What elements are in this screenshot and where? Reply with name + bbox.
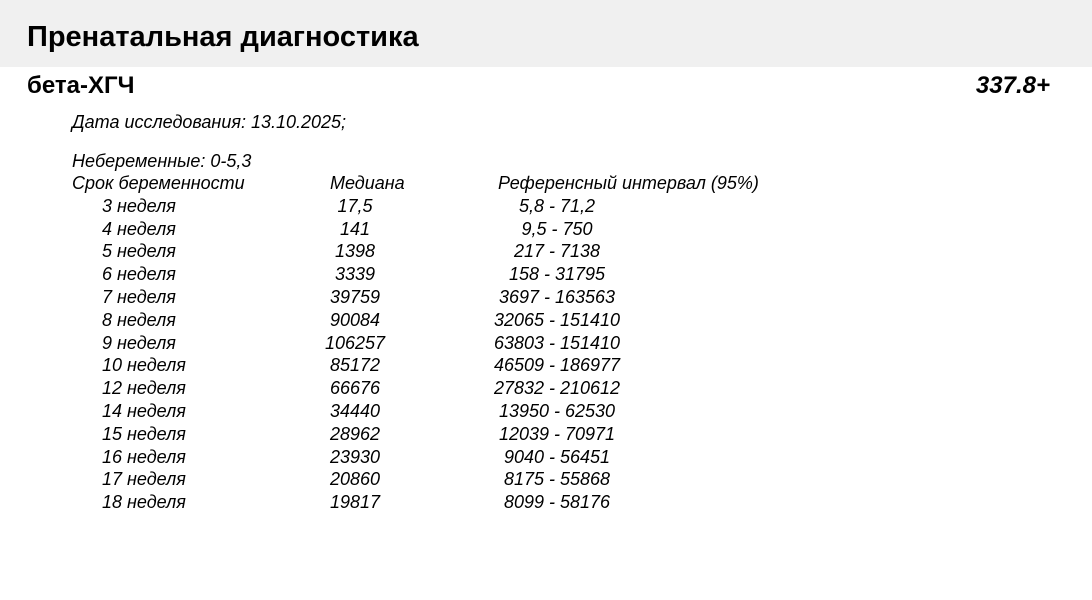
row-median: 28962 <box>329 423 381 444</box>
row-term: 9 неделя <box>102 332 176 353</box>
row-term: 14 неделя <box>102 400 186 421</box>
row-median: 19817 <box>329 492 381 513</box>
section-header <box>0 0 1092 67</box>
row-term: 7 неделя <box>102 286 176 307</box>
row-term: 18 неделя <box>102 492 186 513</box>
row-range: 5,8 - 71,2 <box>518 195 596 216</box>
row-term: 5 неделя <box>102 241 176 262</box>
row-range: 63803 - 151410 <box>493 332 621 353</box>
row-median: 34440 <box>329 400 381 421</box>
study-date: Дата исследования: 13.10.2025; <box>72 112 347 132</box>
row-term: 10 неделя <box>102 355 186 376</box>
row-median: 66676 <box>329 378 381 399</box>
row-term: 6 неделя <box>102 264 176 285</box>
row-term: 8 неделя <box>102 309 176 330</box>
row-range: 158 - 31795 <box>508 264 606 285</box>
header-range: Референсный интервал (95%) <box>498 173 759 193</box>
row-median: 3339 <box>334 264 376 285</box>
row-range: 9,5 - 750 <box>521 218 593 239</box>
row-term: 16 неделя <box>102 446 186 467</box>
row-median: 1398 <box>334 241 376 262</box>
row-range: 27832 - 210612 <box>493 378 621 399</box>
row-median: 39759 <box>329 286 381 307</box>
row-range: 8099 - 58176 <box>503 492 611 513</box>
section-title: Пренатальная диагностика <box>27 21 419 53</box>
row-median: 106257 <box>324 332 386 353</box>
row-term: 12 неделя <box>102 378 186 399</box>
row-range: 12039 - 70971 <box>498 423 616 444</box>
row-range: 32065 - 151410 <box>493 309 621 330</box>
row-range: 217 - 7138 <box>513 241 601 262</box>
test-name: бета-ХГЧ <box>27 72 135 99</box>
row-median: 141 <box>339 218 371 239</box>
row-range: 9040 - 56451 <box>503 446 611 467</box>
row-median: 23930 <box>329 446 381 467</box>
row-range: 13950 - 62530 <box>498 400 616 421</box>
row-range: 3697 - 163563 <box>498 286 616 307</box>
row-term: 17 неделя <box>102 469 186 490</box>
row-range: 8175 - 55868 <box>503 469 611 490</box>
row-median: 85172 <box>329 355 381 376</box>
header-term: Срок беременности <box>72 173 245 193</box>
row-median: 90084 <box>329 309 381 330</box>
test-result: 337.8+ <box>975 72 1050 99</box>
row-term: 3 неделя <box>102 195 176 216</box>
row-range: 46509 - 186977 <box>493 355 621 376</box>
row-median: 20860 <box>329 469 381 490</box>
row-median: 17,5 <box>337 195 373 216</box>
header-median: Медиана <box>330 173 405 193</box>
row-term: 4 неделя <box>102 218 176 239</box>
non-pregnant-reference: Небеременные: 0-5,3 <box>72 151 252 171</box>
row-term: 15 неделя <box>102 423 186 444</box>
